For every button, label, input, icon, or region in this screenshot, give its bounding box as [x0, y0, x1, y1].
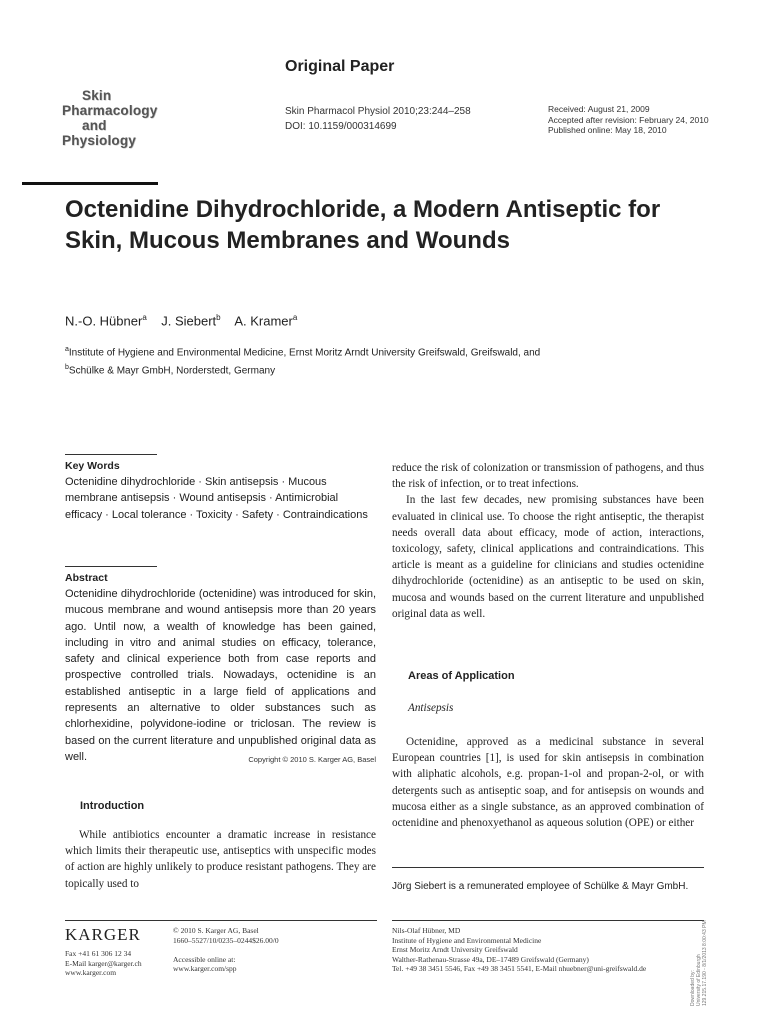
- article-dates: [548, 104, 709, 136]
- correspondence: [392, 926, 646, 974]
- publisher-contact: [65, 949, 142, 978]
- abstract-rule: [65, 566, 157, 567]
- corr-address: Walther-Rathenau-Strasse 49a, DE–17489 Greifswald (Germany): [392, 954, 589, 964]
- footnote: Jörg Siebert is a remunerated employee of Schülke & Mayr GmbH.: [392, 881, 689, 892]
- affil-sup: b: [65, 364, 69, 372]
- accepted-date: Accepted after revision: February 24, 2010: [548, 114, 709, 125]
- keywords-heading: Key Words: [65, 460, 120, 472]
- fax: Fax +41 61 306 12 34: [65, 949, 132, 958]
- journal-logo: [62, 88, 157, 148]
- keywords-rule: [65, 454, 157, 455]
- corr-name: Nils-Olaf Hübner, MD: [392, 926, 461, 935]
- right-column-text: [392, 460, 704, 622]
- paragraph: In the last few decades, new promising substances have been evaluated in clinical use. To choose the right antiseptic, the therapist needs overall data about efficacy, mode of action, interactions, toxicology, safety, clinical applications and contraindications. This article is meant as a guideline for clinicians and studies octenidine dihydrochloride (octenidine) as an antiseptic to be used on skin, mucosa and wounds based on the current literature and unpublished original data as well.: [392, 494, 704, 620]
- stamp-line: University of Edinburgh: [696, 954, 702, 1006]
- areas-heading: Areas of Application: [408, 670, 515, 682]
- abstract-heading: Abstract: [65, 572, 108, 584]
- author-sup: a: [292, 313, 298, 322]
- title-rule: [22, 182, 158, 185]
- logo-line: Pharmacology: [62, 103, 158, 118]
- publisher-logo: KARGER: [65, 925, 141, 944]
- logo-line: Skin: [82, 88, 112, 103]
- logo-line: and: [82, 118, 107, 133]
- publication-info: [173, 926, 279, 974]
- article-title: Octenidine Dihydrochloride, a Modern Antiseptic for Skin, Mucous Membranes and Wounds: [65, 196, 661, 254]
- doi-label: DOI:: [285, 121, 309, 132]
- footnote-rule: [392, 867, 704, 868]
- doi-link[interactable]: 10.1159/000314699: [308, 121, 397, 132]
- author-sup: b: [216, 313, 221, 322]
- website-link[interactable]: www.karger.com: [65, 968, 117, 977]
- abstract-text: Octenidine dihydrochloride (octenidine) was introduced for skin, mucous membrane and wound antisepsis more than 20 years ago. Until now, a wealth of knowledge has been gained, including in vitro and animal studies on efficacy, tolerance, safety and clinical experience both from case reports and prospective controlled trials. Nowadays, octenidine is an established antiseptic in a large field of applications and represents an alternative to older substances such as chlorhexidine, polyvidone-iodine or triclosan. The review is based on the current literature and unpublished original data as well.: [65, 588, 376, 763]
- published-date: Published online: May 18, 2010: [548, 125, 667, 135]
- download-stamp: [690, 920, 708, 1006]
- citation: [285, 104, 471, 134]
- journal-citation: Skin Pharmacol Physiol 2010;23:244–258: [285, 106, 471, 117]
- paragraph: Octenidine, approved as a medicinal substance in several European countries [1], is used for skin antisepsis in combination with aliphatic alcohols, e.g. propan-1-ol and propan-2-ol, or with detergents such as antiseptic soap, and for antisepsis on wounds and mucosa either as a single substance, as an approved combination of octenidine and phenoxyethanol as aqueous solution (OPE) or either: [392, 736, 704, 830]
- corr-university: Ernst Moritz Arndt University Greifswald: [392, 945, 518, 954]
- stamp-line: Downloaded by:: [690, 970, 696, 1006]
- keywords-text: Octenidine dihydrochloride · Skin antisepsis · Mucous membrane antisepsis · Wound antisepsis · Antimicrobial efficacy · Local tolerance · Toxicity · Safety · Contraindications: [65, 476, 368, 521]
- paragraph: reduce the risk of colonization or transmission of pathogens, and thus the risk of infection, or to treat infections.: [392, 462, 704, 491]
- affil-sup: a: [65, 346, 69, 353]
- author-sup: a: [142, 313, 147, 322]
- antisepsis-heading: Antisepsis: [408, 702, 454, 714]
- footer-rule: [392, 920, 704, 921]
- section-label: Original Paper: [285, 58, 395, 75]
- author-name: N.-O. Hübner: [65, 313, 143, 329]
- online-label: Accessible online at:: [173, 954, 236, 964]
- stamp-line: 129.215.17.190 - 8/1/2013 8:00:43 PM: [702, 920, 708, 1006]
- email[interactable]: E-Mail karger@karger.ch: [65, 958, 142, 968]
- issn: 1660–5527/10/0235–0244$26.00/0: [173, 935, 279, 945]
- online-url-link[interactable]: www.karger.com/spp: [173, 964, 237, 973]
- received-date: Received: August 21, 2009: [548, 104, 650, 114]
- logo-line: Physiology: [62, 133, 137, 148]
- author-list: [65, 313, 297, 328]
- footer-copyright: © 2010 S. Karger AG, Basel: [173, 926, 259, 935]
- corr-contact: Tel. +49 38 3451 5546, Fax +49 38 3451 5541, E-Mail nhuebner@uni-greifswald.de: [392, 964, 647, 973]
- affiliation: Institute of Hygiene and Environmental Medicine, Ernst Moritz Arndt University Greifswald, Greifswald, and: [68, 347, 541, 359]
- corr-institute: Institute of Hygiene and Environmental Medicine: [392, 935, 542, 945]
- footer-rule: [65, 920, 377, 921]
- author-name: A. Kramer: [234, 313, 293, 329]
- paragraph: While antibiotics encounter a dramatic increase in resistance which limits their therapeutic use, antiseptics with unspecific modes of action are highly unlikely to produce resistant pathogens. They are topically used to: [65, 829, 376, 890]
- author-name: J. Siebert: [161, 313, 217, 329]
- introduction-heading: Introduction: [80, 800, 145, 812]
- abstract-copyright: Copyright © 2010 S. Karger AG, Basel: [248, 755, 376, 764]
- affiliation: Schülke & Mayr GmbH, Norderstedt, Germany: [68, 365, 276, 377]
- affiliations: [65, 342, 540, 379]
- introduction-text: [65, 827, 376, 892]
